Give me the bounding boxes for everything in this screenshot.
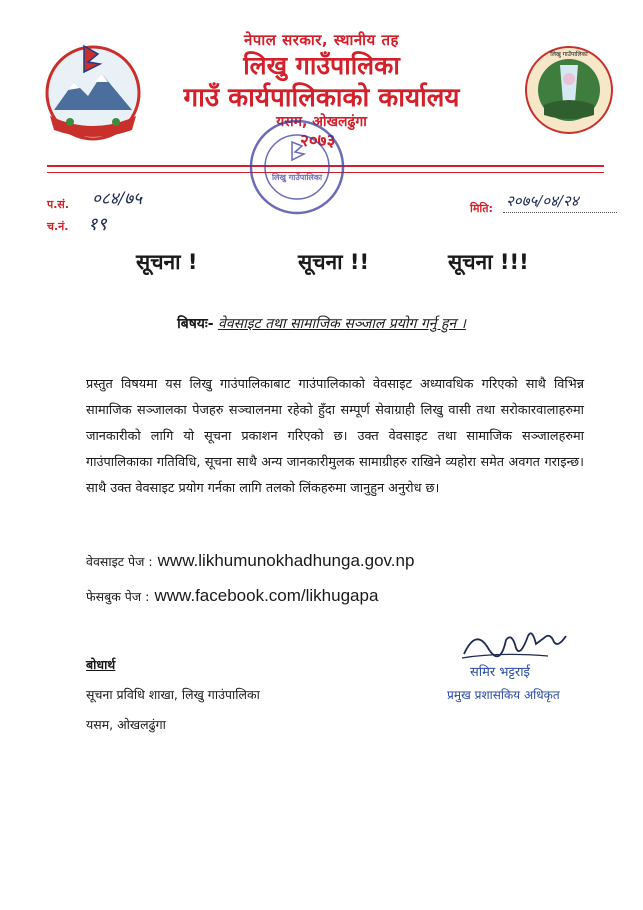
notice-heading-1: सूचना ! [136, 250, 198, 274]
notice-heading-3: सूचना !!! [448, 250, 529, 274]
cc-line-1: सूचना प्रविधि शाखा, लिखु गाउंपालिका [86, 687, 260, 702]
subject-line [0, 314, 643, 333]
subject-text: वेवसाइट तथा सामाजिक सञ्जाल प्रयोग गर्नु हुन । [218, 316, 466, 332]
date-value: २०७५/०४/२४ [506, 192, 579, 210]
header-line-municipality: लिखु गाउँपालिका [243, 51, 400, 80]
notice-body: प्रस्तुत विषयमा यस लिखु गाउंपालिकाबाट गाउंपालिकाको वेवसाइट अध्यावधिक गरिएको साथै विभिन्न सामाजिक सञ्जालका पेजहरु सञ्चालनमा रहेको हुँदा सम्पूर्ण सेवाग्राही लिखु वासी तथा सरोकारवालाहरुमा जानकारीको लागि यो सूचना प्रकाशन गरिएको छ। उक्त वेवसाइट तथा सामाजिक सञ्जालहरुमा गाउंपालिकाका गतिविधि, सूचना साथै अन्य जानकारीमुलक सामाग्रीहरु राखिने व्यहोरा समेत अवगत गराइन्छ। साथै उक्त वेवसाइट प्रयोग गर्नका लागि तलको लिंकहरुमा जानुहुन अनुरोध छ। [86, 377, 584, 496]
facebook-label: फेसबुक पेज : [86, 589, 150, 604]
stamp-text: लिखु गाउँपालिका [271, 173, 323, 182]
signatory-title: प्रमुख प्रशासकिय अधिकृत [447, 688, 560, 702]
right-logo-text: लिखु गाउँपालिका [550, 51, 588, 58]
header-line-address: यसम, ओखलढुंगा [276, 114, 367, 130]
facebook-link-row [86, 586, 378, 606]
office-stamp [248, 118, 346, 216]
website-link-row [86, 551, 414, 571]
date-label: मिति: [470, 202, 493, 215]
date-dotted-line [503, 212, 617, 213]
handwritten-signature [458, 618, 578, 666]
signatory-name: समिर भट्टराई [470, 665, 530, 680]
notice-heading-2: सूचना !! [298, 250, 370, 274]
ps-label: प.सं. [47, 198, 70, 211]
website-url[interactable]: www.likhumunokhadhunga.gov.np [157, 551, 415, 570]
ps-value: ०८४/७५ [92, 189, 142, 209]
subject-label: बिषयः- [177, 316, 214, 332]
facebook-url[interactable]: www.facebook.com/likhugapa [154, 586, 379, 605]
cc-line-2: यसम, ओखलढुंगा [86, 717, 166, 732]
header-line-government: नेपाल सरकार, स्थानीय तह [243, 31, 399, 49]
cn-value: १९ [88, 214, 107, 235]
header-line-office: गाउँ कार्यपालिकाको कार्यालय [183, 83, 460, 113]
website-label: वेवसाइट पेज : [86, 554, 153, 569]
header-line-year: २०७३ [300, 131, 336, 151]
cc-heading: बोधार्थ [86, 657, 116, 672]
cn-label: च.नं. [47, 220, 69, 233]
